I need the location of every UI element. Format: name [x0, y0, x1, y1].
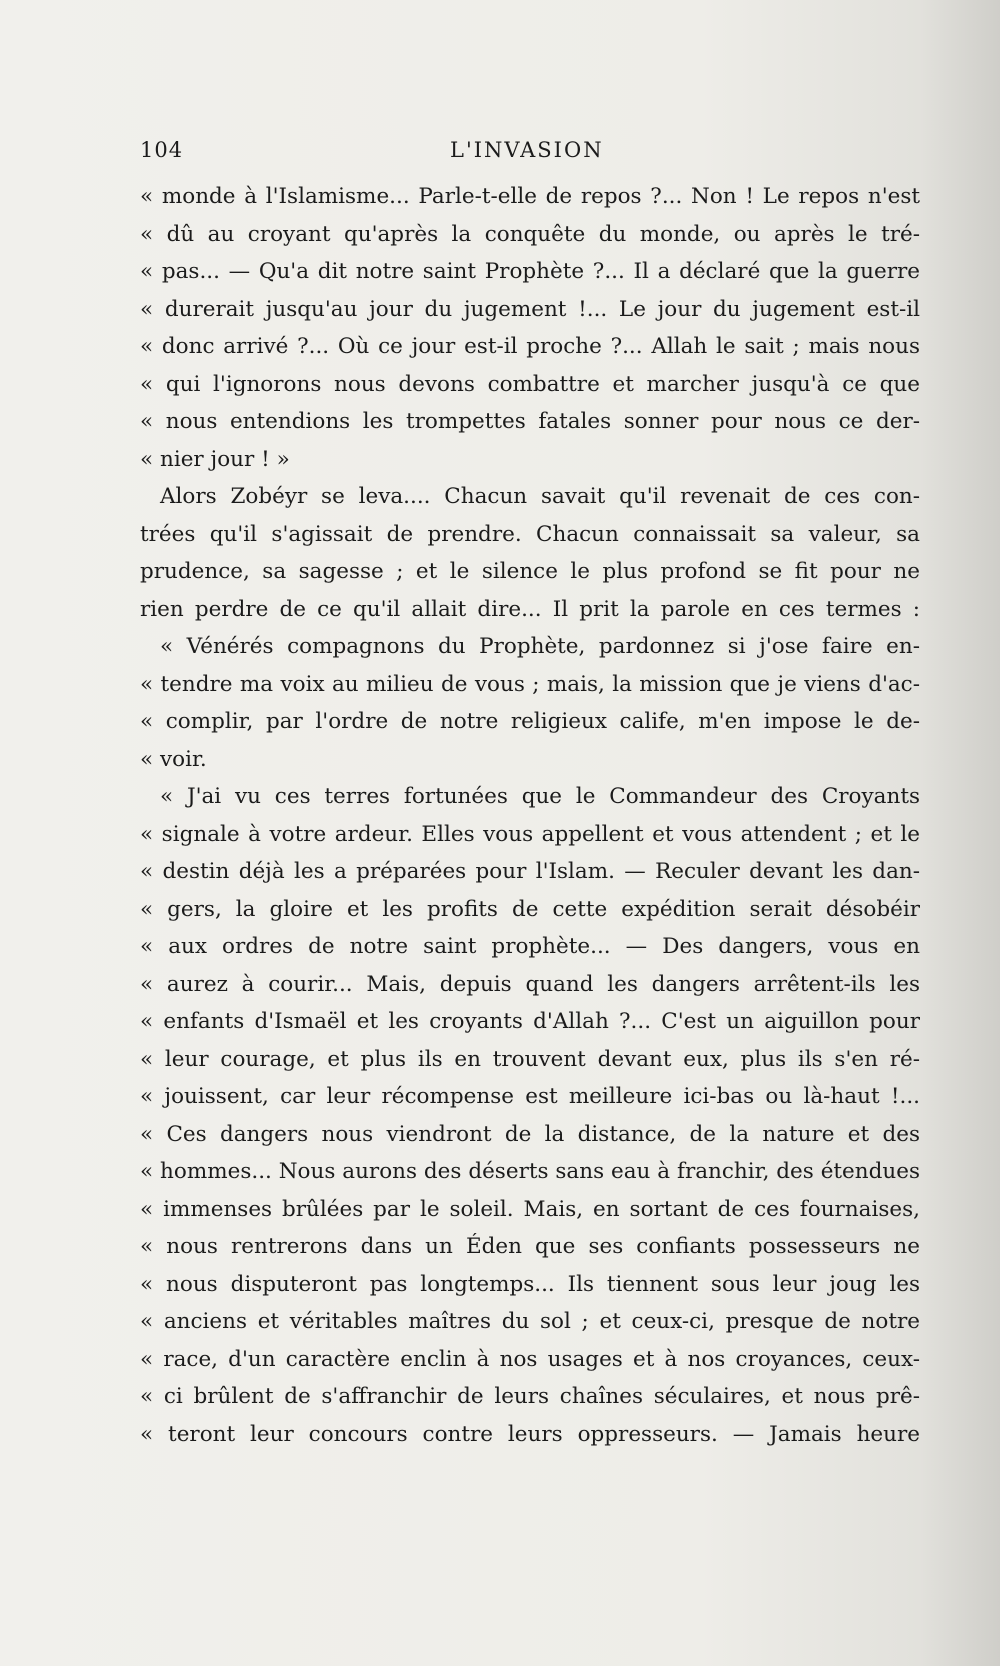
- text-line: prudence, sa sagesse ; et le silence le plus profond se fit pour ne: [140, 559, 920, 584]
- text-line: « hommes... Nous aurons des déserts sans eau à franchir, des étendues: [140, 1159, 920, 1184]
- page-header: [140, 138, 920, 174]
- text-line: « anciens et véritables maîtres du sol ; et ceux-ci, presque de notre: [140, 1309, 920, 1334]
- text-line: « nous entendions les trompettes fatales sonner pour nous ce der-: [140, 409, 920, 434]
- text-line: « race, d'un caractère enclin à nos usages et à nos croyances, ceux-: [140, 1346, 920, 1372]
- text-line: « tendre ma voix au milieu de vous ; mais, la mission que je viens d'ac-: [140, 671, 920, 697]
- running-title: L'INVASION: [450, 138, 604, 162]
- text-line: « qui l'ignorons nous devons combattre et marcher jusqu'à ce que: [140, 371, 920, 397]
- text-line: « complir, par l'ordre de notre religieux calife, m'en impose le de-: [140, 709, 920, 734]
- text-line: « nier jour ! »: [140, 446, 290, 472]
- text-line: « dû au croyant qu'après la conquête du monde, ou après le tré-: [140, 221, 920, 247]
- text-line: « durerait jusqu'au jour du jugement !... Le jour du jugement est-il: [140, 296, 920, 322]
- text-line: « pas... — Qu'a dit notre saint Prophète ?... Il a déclaré que la guerre: [140, 259, 920, 284]
- text-line: « signale à votre ardeur. Elles vous appellent et vous attendent ; et le: [140, 821, 920, 847]
- text-line: « enfants d'Ismaël et les croyants d'Allah ?... C'est un aiguillon pour: [140, 1009, 920, 1034]
- text-line: rien perdre de ce qu'il allait dire... Il prit la parole en ces termes :: [140, 596, 920, 622]
- text-line: « nous rentrerons dans un Éden que ses confiants possesseurs ne: [140, 1234, 920, 1259]
- text-line: « nous disputeront pas longtemps... Ils tiennent sous leur joug les: [140, 1271, 920, 1297]
- text-line: « aurez à courir... Mais, depuis quand les dangers arrêtent-ils les: [140, 971, 920, 997]
- text-line: « leur courage, et plus ils en trouvent devant eux, plus ils s'en ré-: [140, 1046, 920, 1072]
- text-line: « monde à l'Islamisme... Parle-t-elle de repos ?... Non ! Le repos n'est: [140, 184, 920, 209]
- text-line: « voir.: [140, 746, 207, 772]
- text-line: « donc arrivé ?... Où ce jour est-il proche ?... Allah le sait ; mais nous: [140, 334, 920, 359]
- text-line: « teront leur concours contre leurs oppresseurs. — Jamais heure: [140, 1421, 920, 1447]
- text-line: trées qu'il s'agissait de prendre. Chacun connaissait sa valeur, sa: [140, 521, 920, 547]
- text-line: « ci brûlent de s'affranchir de leurs chaînes séculaires, et nous prê-: [140, 1384, 920, 1409]
- page-number: 104: [140, 138, 184, 162]
- text-line: Alors Zobéyr se leva.... Chacun savait qu'il revenait de ces con-: [160, 484, 920, 509]
- text-line: « immenses brûlées par le soleil. Mais, en sortant de ces fournaises,: [140, 1196, 920, 1222]
- text-line: « Vénérés compagnons du Prophète, pardonnez si j'ose faire en-: [160, 634, 920, 659]
- text-line: « J'ai vu ces terres fortunées que le Commandeur des Croyants: [160, 784, 920, 809]
- text-line: « aux ordres de notre saint prophète... — Des dangers, vous en: [140, 934, 920, 959]
- text-line: « Ces dangers nous viendront de la distance, de la nature et des: [140, 1121, 920, 1147]
- text-line: « jouissent, car leur récompense est meilleure ici-bas ou là-haut !...: [140, 1084, 920, 1109]
- text-line: « destin déjà les a préparées pour l'Islam. — Reculer devant les dan-: [140, 859, 920, 884]
- text-line: « gers, la gloire et les profits de cette expédition serait désobéir: [140, 896, 920, 922]
- body-text: [140, 178, 920, 1453]
